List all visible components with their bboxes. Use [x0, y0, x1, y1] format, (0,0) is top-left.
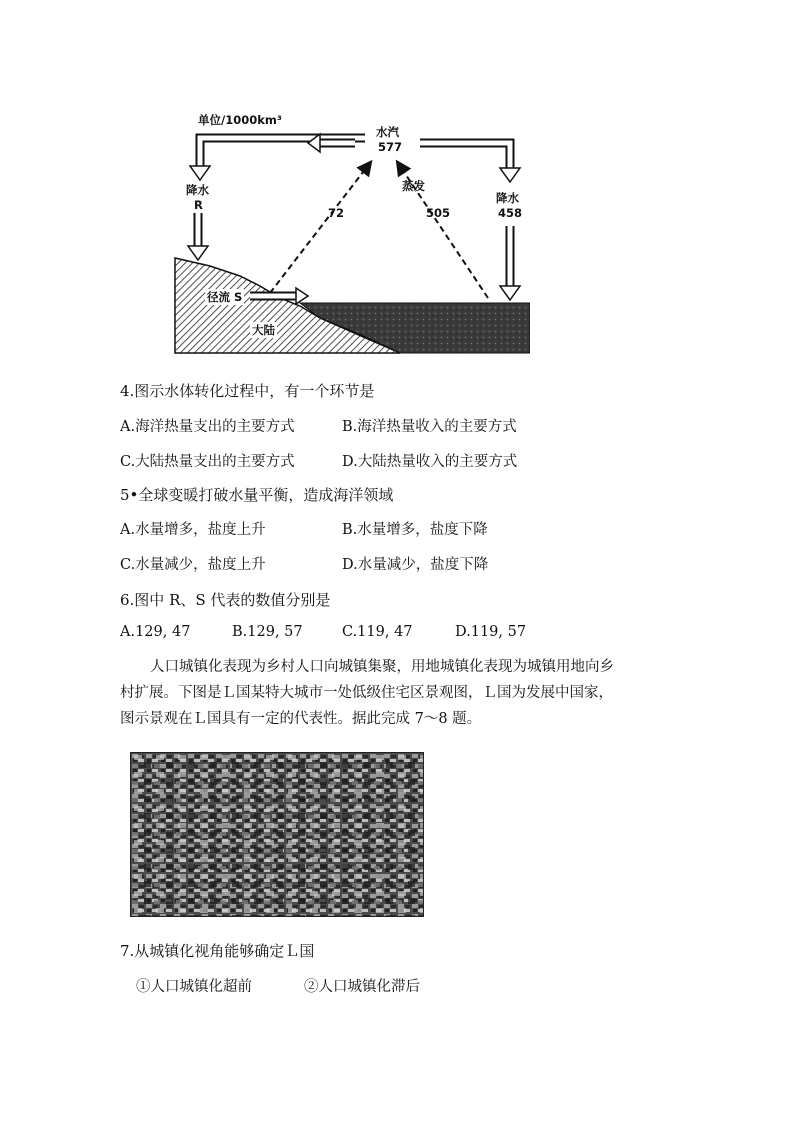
q7-option-1: ①人口城镇化超前	[136, 979, 252, 995]
q6-option-a: A.129, 47	[120, 624, 191, 640]
passage-line-3: 图示景观在Ｌ国具有一定的代表性。据此完成 7～8 题。	[120, 711, 482, 727]
runoff-label: 径流 S	[207, 290, 243, 304]
q4-option-a: A.海洋热量支出的主要方式	[120, 419, 295, 435]
evaporation-label: 蒸发	[402, 179, 425, 193]
ocean-evap-value: 505	[426, 206, 451, 220]
q6-option-d: D.119, 57	[455, 624, 527, 640]
q4-stem: 4.图示水体转化过程中，有一个环节是	[120, 382, 375, 400]
housing-photo-texture	[131, 753, 423, 916]
passage-line-2: 村扩展。下图是Ｌ国某特大城市一处低级住宅区景观图，Ｌ国为发展中国家，	[120, 685, 613, 701]
land-evap-arrow	[270, 163, 370, 293]
q6-option-b: B.129, 57	[232, 624, 303, 640]
precip-left-label: 降水	[186, 183, 209, 197]
q5-option-c: C.水量减少，盐度上升	[120, 557, 266, 573]
diagram-graphics	[170, 108, 530, 358]
q4-option-b: B.海洋热量收入的主要方式	[342, 419, 517, 435]
housing-area-photo	[130, 752, 424, 917]
q4-option-d: D.大陆热量收入的主要方式	[342, 454, 518, 470]
q5-stem: 5•全球变暖打破水量平衡，造成海洋领域	[120, 486, 394, 504]
water-cycle-diagram	[170, 108, 530, 358]
precip-right-label: 降水	[496, 191, 519, 205]
vapor-value: 577	[378, 140, 403, 154]
q4-option-c: C.大陆热量支出的主要方式	[120, 454, 295, 470]
land-evap-value: 72	[328, 206, 345, 220]
q7-option-2: ②人口城镇化滞后	[304, 979, 420, 995]
diagram-unit: 单位/1000km³	[198, 113, 282, 127]
precip-left-value: R	[194, 198, 203, 212]
precip-right-value: 458	[498, 206, 523, 220]
passage	[120, 654, 680, 732]
land-label: 大陆	[252, 323, 275, 337]
q5-option-d: D.水量减少，盐度下降	[342, 557, 489, 573]
passage-line-1: 人口城镇化表现为乡村人口向城镇集聚，用地城镇化表现为城镇用地向乡	[150, 659, 614, 675]
vapor-label: 水汽	[376, 125, 399, 139]
q7-stem: 7.从城镇化视角能够确定Ｌ国	[120, 942, 315, 960]
q5-option-a: A.水量增多，盐度上升	[120, 522, 266, 538]
q6-stem: 6.图中 R、S 代表的数值分别是	[120, 591, 331, 609]
q5-option-b: B.水量增多，盐度下降	[342, 522, 488, 538]
right-precip-arrow-top	[420, 143, 510, 170]
q6-option-c: C.119, 47	[342, 624, 413, 640]
